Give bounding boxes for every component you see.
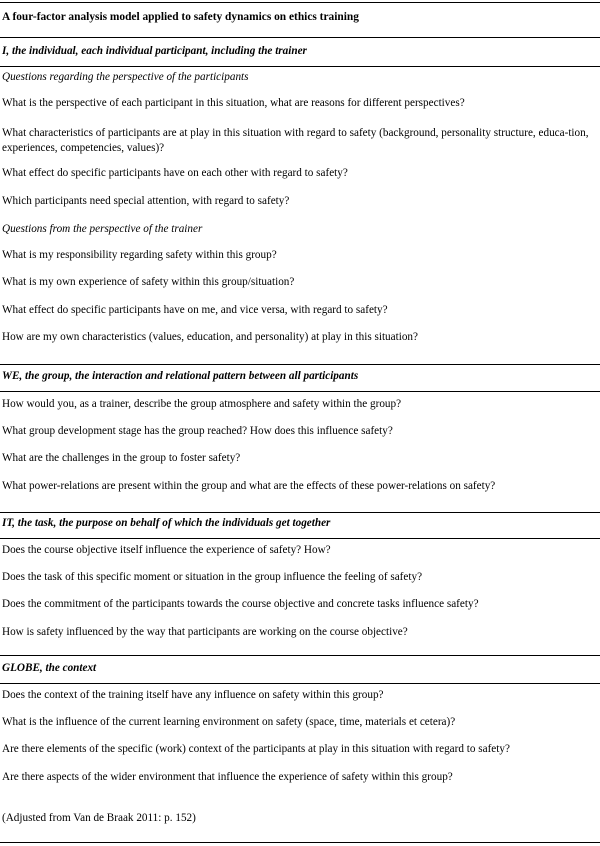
question: What are the challenges in the group to foster safety? [2, 452, 241, 464]
table-top-rule [0, 2, 600, 3]
question: How is safety influenced by the way that participants are working on the course objective? [2, 626, 408, 638]
question: What group development stage has the group reached? How does this influence safety? [2, 425, 393, 437]
question: How would you, as a trainer, describe the group atmosphere and safety within the group? [2, 398, 402, 410]
section-heading-globe: GLOBE, the context [2, 662, 97, 674]
rule [0, 655, 600, 656]
question: Does the context of the training itself have any influence on safety within this group? [2, 689, 384, 701]
rule [0, 391, 600, 392]
question: How are my own characteristics (values, education, and personality) at play in this situation? [2, 331, 418, 343]
subheading: Questions from the perspective of the trainer [2, 223, 203, 235]
question: What effect do specific participants have on me, and vice versa, with regard to safety? [2, 304, 388, 316]
question: Does the course objective itself influence the experience of safety? How? [2, 544, 331, 556]
table-bottom-rule [0, 842, 600, 843]
question: What is the influence of the current learning environment on safety (space, time, materials et cetera)? [2, 716, 456, 728]
source-footnote: (Adjusted from Van de Braak 2011: p. 152) [2, 812, 196, 824]
rule [0, 538, 600, 539]
rule [0, 66, 600, 67]
section-heading-i: I, the individual, each individual participant, including the trainer [2, 45, 307, 57]
question: What power-relations are present within the group and what are the effects of these power-relations on safety? [2, 480, 496, 492]
rule [0, 364, 600, 365]
subheading: Questions regarding the perspective of the participants [2, 71, 249, 83]
question: What is my responsibility regarding safety within this group? [2, 249, 277, 261]
section-heading-we: WE, the group, the interaction and relational pattern between all participants [2, 370, 359, 382]
question: Does the commitment of the participants towards the course objective and concrete tasks influence safety? [2, 598, 479, 610]
question: What is my own experience of safety within this group/situation? [2, 276, 295, 288]
question: What effect do specific participants have on each other with regard to safety? [2, 167, 348, 179]
question: Which participants need special attention, with regard to safety? [2, 195, 290, 207]
question: Are there elements of the specific (work) context of the participants at play in this situation with regard to safety? [2, 743, 510, 755]
rule [0, 683, 600, 684]
question: What is the perspective of each participant in this situation, what are reasons for different perspectives? [2, 97, 465, 109]
question: Are there aspects of the wider environment that influence the experience of safety within this group? [2, 771, 453, 783]
question: Does the task of this specific moment or situation in the group influence the feeling of safety? [2, 571, 423, 583]
table-title: A four-factor analysis model applied to safety dynamics on ethics training [2, 11, 359, 23]
rule [0, 512, 600, 513]
question: What characteristics of participants are at play in this situation with regard to safety (background, personality structure, educa-tion, experiences, competencies, values)? [2, 127, 589, 154]
section-heading-it: IT, the task, the purpose on behalf of which the individuals get together [2, 517, 331, 529]
rule [0, 37, 600, 38]
